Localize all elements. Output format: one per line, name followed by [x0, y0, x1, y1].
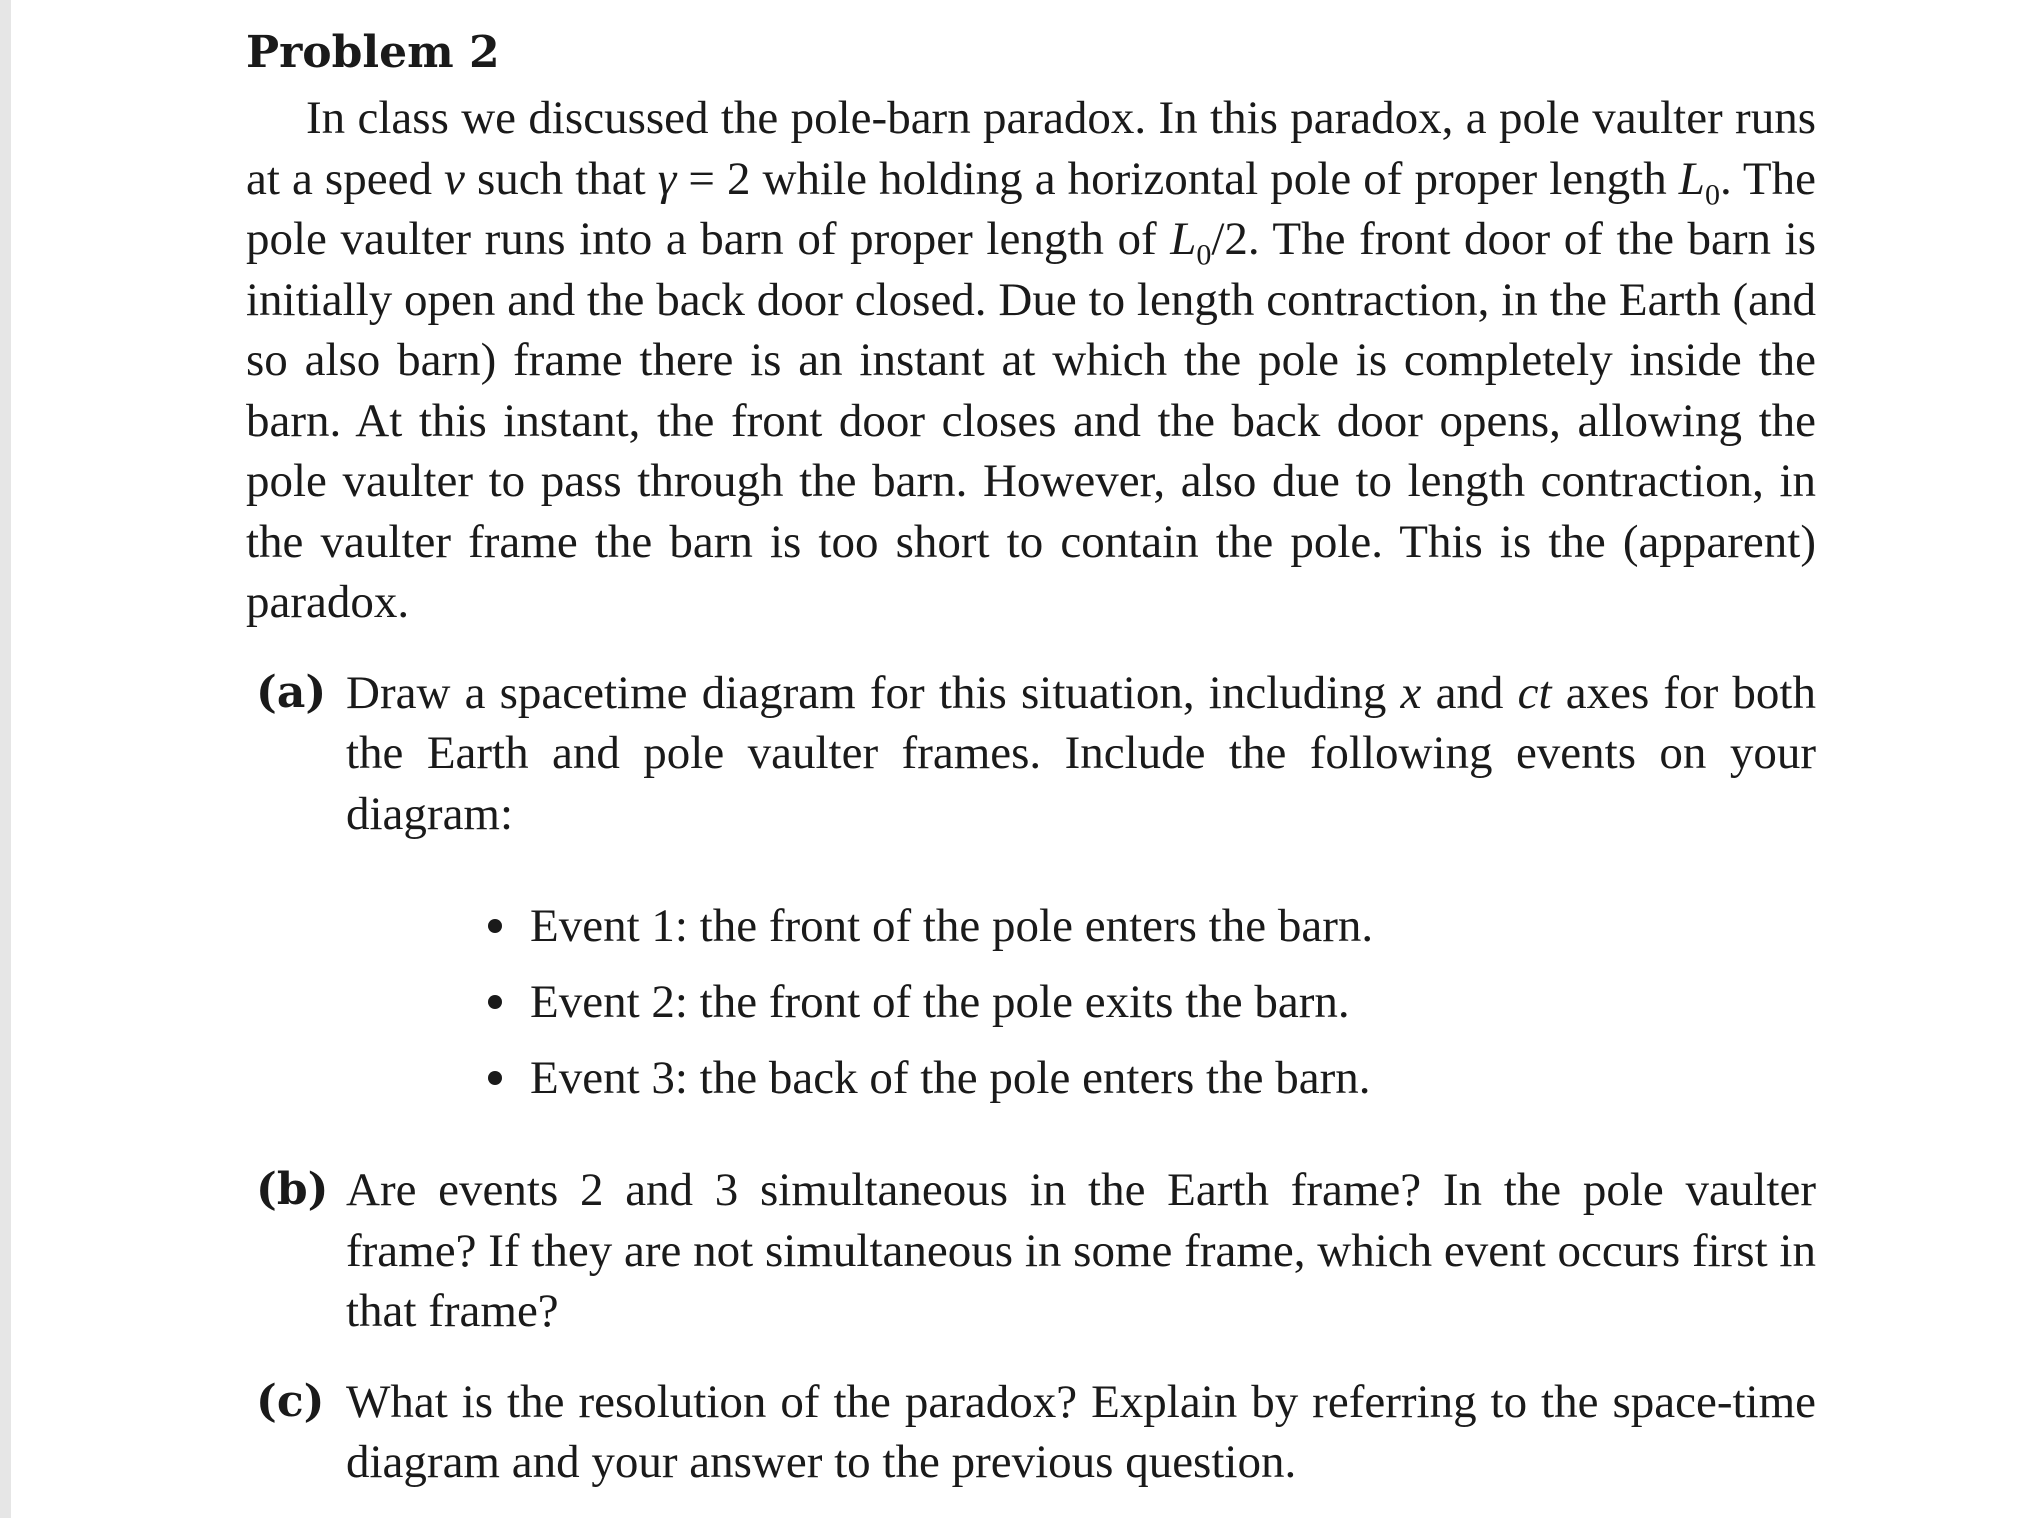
- problem-parts: [246, 663, 1816, 1493]
- event-2-text: Event 2: the front of the pole exits the barn.: [530, 976, 1350, 1028]
- problem-intro: [246, 88, 1816, 633]
- part-b-text: Are events 2 and 3 simultaneous in the Earth frame? In the pole vaulter frame? If they are not simultaneous in some frame, which event occurs first in that frame?: [346, 1164, 1816, 1337]
- part-b: [246, 1160, 1816, 1342]
- bullet-icon: [488, 919, 502, 933]
- part-a-label: (a): [256, 666, 327, 718]
- math-L0: L: [1678, 152, 1705, 205]
- part-a-text-2: and: [1421, 666, 1518, 719]
- math-ct: ct: [1517, 666, 1552, 719]
- event-3-text: Event 3: the back of the pole enters the barn.: [530, 1052, 1371, 1104]
- event-1-text: Event 1: the front of the pole enters the barn.: [530, 900, 1374, 952]
- part-a: [246, 663, 1816, 1117]
- math-gamma: γ: [657, 152, 677, 205]
- part-a-text-1: Draw a spacetime diagram for this situation, including: [346, 666, 1401, 719]
- intro-text-4: . The pole vaulter runs into a barn of proper length of: [246, 152, 1816, 265]
- math-L0-half-sub: 0: [1196, 238, 1212, 272]
- part-c-text: What is the resolution of the paradox? Explain by referring to the space-time diagram and your answer to the previous question.: [346, 1375, 1816, 1488]
- math-x: x: [1400, 666, 1422, 719]
- bullet-icon: [488, 1071, 502, 1085]
- math-L0-half: L: [1170, 213, 1197, 265]
- problem-page: [246, 18, 1816, 1523]
- event-item-2: [530, 964, 1816, 1040]
- part-c-label: (c): [256, 1375, 325, 1427]
- intro-text-5: /2. The front door of the barn is initially open and the back door closed. Due to length contraction, in the Earth (and so also barn) frame there is an instant at which the pole is completely inside the barn. At this instant, the front door closes and the back door opens, allowing the pole vaulter to pass through the barn. However, also due to length contraction, in the vaulter frame the barn is too short to contain the pole. This is the (apparent) paradox.: [246, 213, 1816, 628]
- page-left-edge: [0, 0, 11, 1518]
- math-v: v: [444, 152, 465, 205]
- part-c: [246, 1372, 1816, 1493]
- intro-text-1: In class we discussed the pole-barn paradox. In this paradox, a pole vaulter runs at a speed: [246, 92, 1816, 205]
- bullet-icon: [488, 995, 502, 1009]
- math-L0-sub: 0: [1704, 177, 1720, 211]
- part-a-text-3: axes for both the Earth and pole vaulter frames. Include the following events on your diagram:: [346, 666, 1816, 840]
- event-list: [346, 888, 1816, 1116]
- event-item-1: [530, 888, 1816, 964]
- part-b-label: (b): [256, 1164, 329, 1215]
- intro-text-2: such that: [464, 152, 658, 205]
- event-item-3: [530, 1040, 1816, 1116]
- intro-text-3: = 2 while holding a horizontal pole of proper length: [676, 152, 1679, 205]
- problem-title: Problem 2: [246, 27, 500, 78]
